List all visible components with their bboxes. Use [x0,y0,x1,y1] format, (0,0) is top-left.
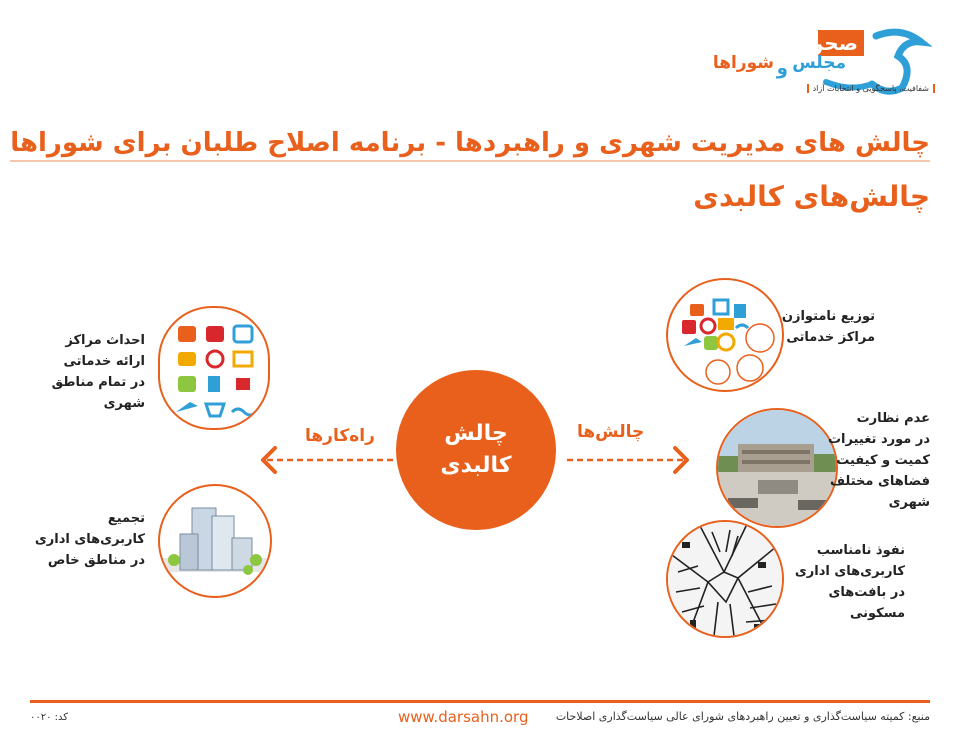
urban-space-photo [718,410,836,526]
solution-1-line: شهری [103,396,145,411]
challenge-3-line: کاربری‌های اداری [794,564,905,579]
logo-name-2: مجلس [792,53,846,73]
challenge-2-line: عدم نظارت [856,411,930,426]
solution-2-circle [158,484,272,598]
logo [676,22,936,112]
challenge-3-circle [666,520,784,638]
solution-2-line: کاربری‌های اداری [34,532,145,547]
logo-name-3: و [776,58,788,79]
solutions-label: راه‌کارها [305,426,375,446]
solution-2-line: در مناطق خاص [47,553,145,568]
challenge-2-text [828,408,930,513]
solution-1-line: احداث مراکز [65,333,145,348]
challenge-2-line: فضاهای مختلف [829,474,930,489]
solution-2-line: تجمیع [107,511,145,526]
page-title: چالش های مدیریت شهری و راهبردها - برنامه اصلاح طلبان برای شوراها [10,128,930,162]
solution-1-circle [158,306,270,430]
challenge-3-text [795,540,905,624]
challenge-2-line: کمیت و کیفیت [836,453,930,468]
clustered-services-icon [668,280,782,390]
challenge-2-line: شهری [888,495,930,510]
challenges-label: چالش‌ها [577,422,645,442]
solution-1-line: ارائه خدماتی [63,354,145,369]
footer-url-link[interactable]: www.darsahn.org [398,708,529,726]
solution-2-text [35,508,145,571]
logo-name-1: صحن [806,31,858,55]
footer-code: کد: ۰۰۲۰ [30,712,69,723]
center-circle [396,370,556,530]
challenge-3-line: نفوذ نامناسب [816,543,905,558]
challenge-3-line: مسکونی [849,606,905,621]
challenge-3-line: در بافت‌های [828,585,905,600]
services-grid-icon [160,308,268,428]
dense-sketch-icon [668,522,782,636]
logo-name-4: شوراها [712,53,774,73]
solution-1-line: در تمام مناطق [51,375,145,390]
challenge-2-line: در مورد تغییرات [827,432,930,447]
challenge-1-circle [666,278,784,392]
challenge-1-text [782,306,875,348]
footer-divider [30,700,930,703]
center-line-1: چالش [444,421,508,446]
solution-1-text [52,330,145,414]
page-subtitle: چالش‌های کالبدی [693,180,930,213]
challenge-1-line: توزیع نامتوازن [781,309,875,324]
office-buildings-icon [160,486,270,596]
logo-tagline: شفافیت، پاسخگویی و انتخابات آزاد [807,84,935,93]
logo-swoosh-icon [872,32,921,91]
logo-mark [676,22,936,112]
footer-source: منبع: کمیته سیاست‌گذاری و تعیین راهبردهای شورای عالی سیاست‌گذاری اصلاحات [555,710,930,723]
center-line-2: کالبدی [440,453,512,478]
challenge-2-circle [716,408,838,528]
challenge-1-line: مراکز خدماتی [786,330,875,345]
